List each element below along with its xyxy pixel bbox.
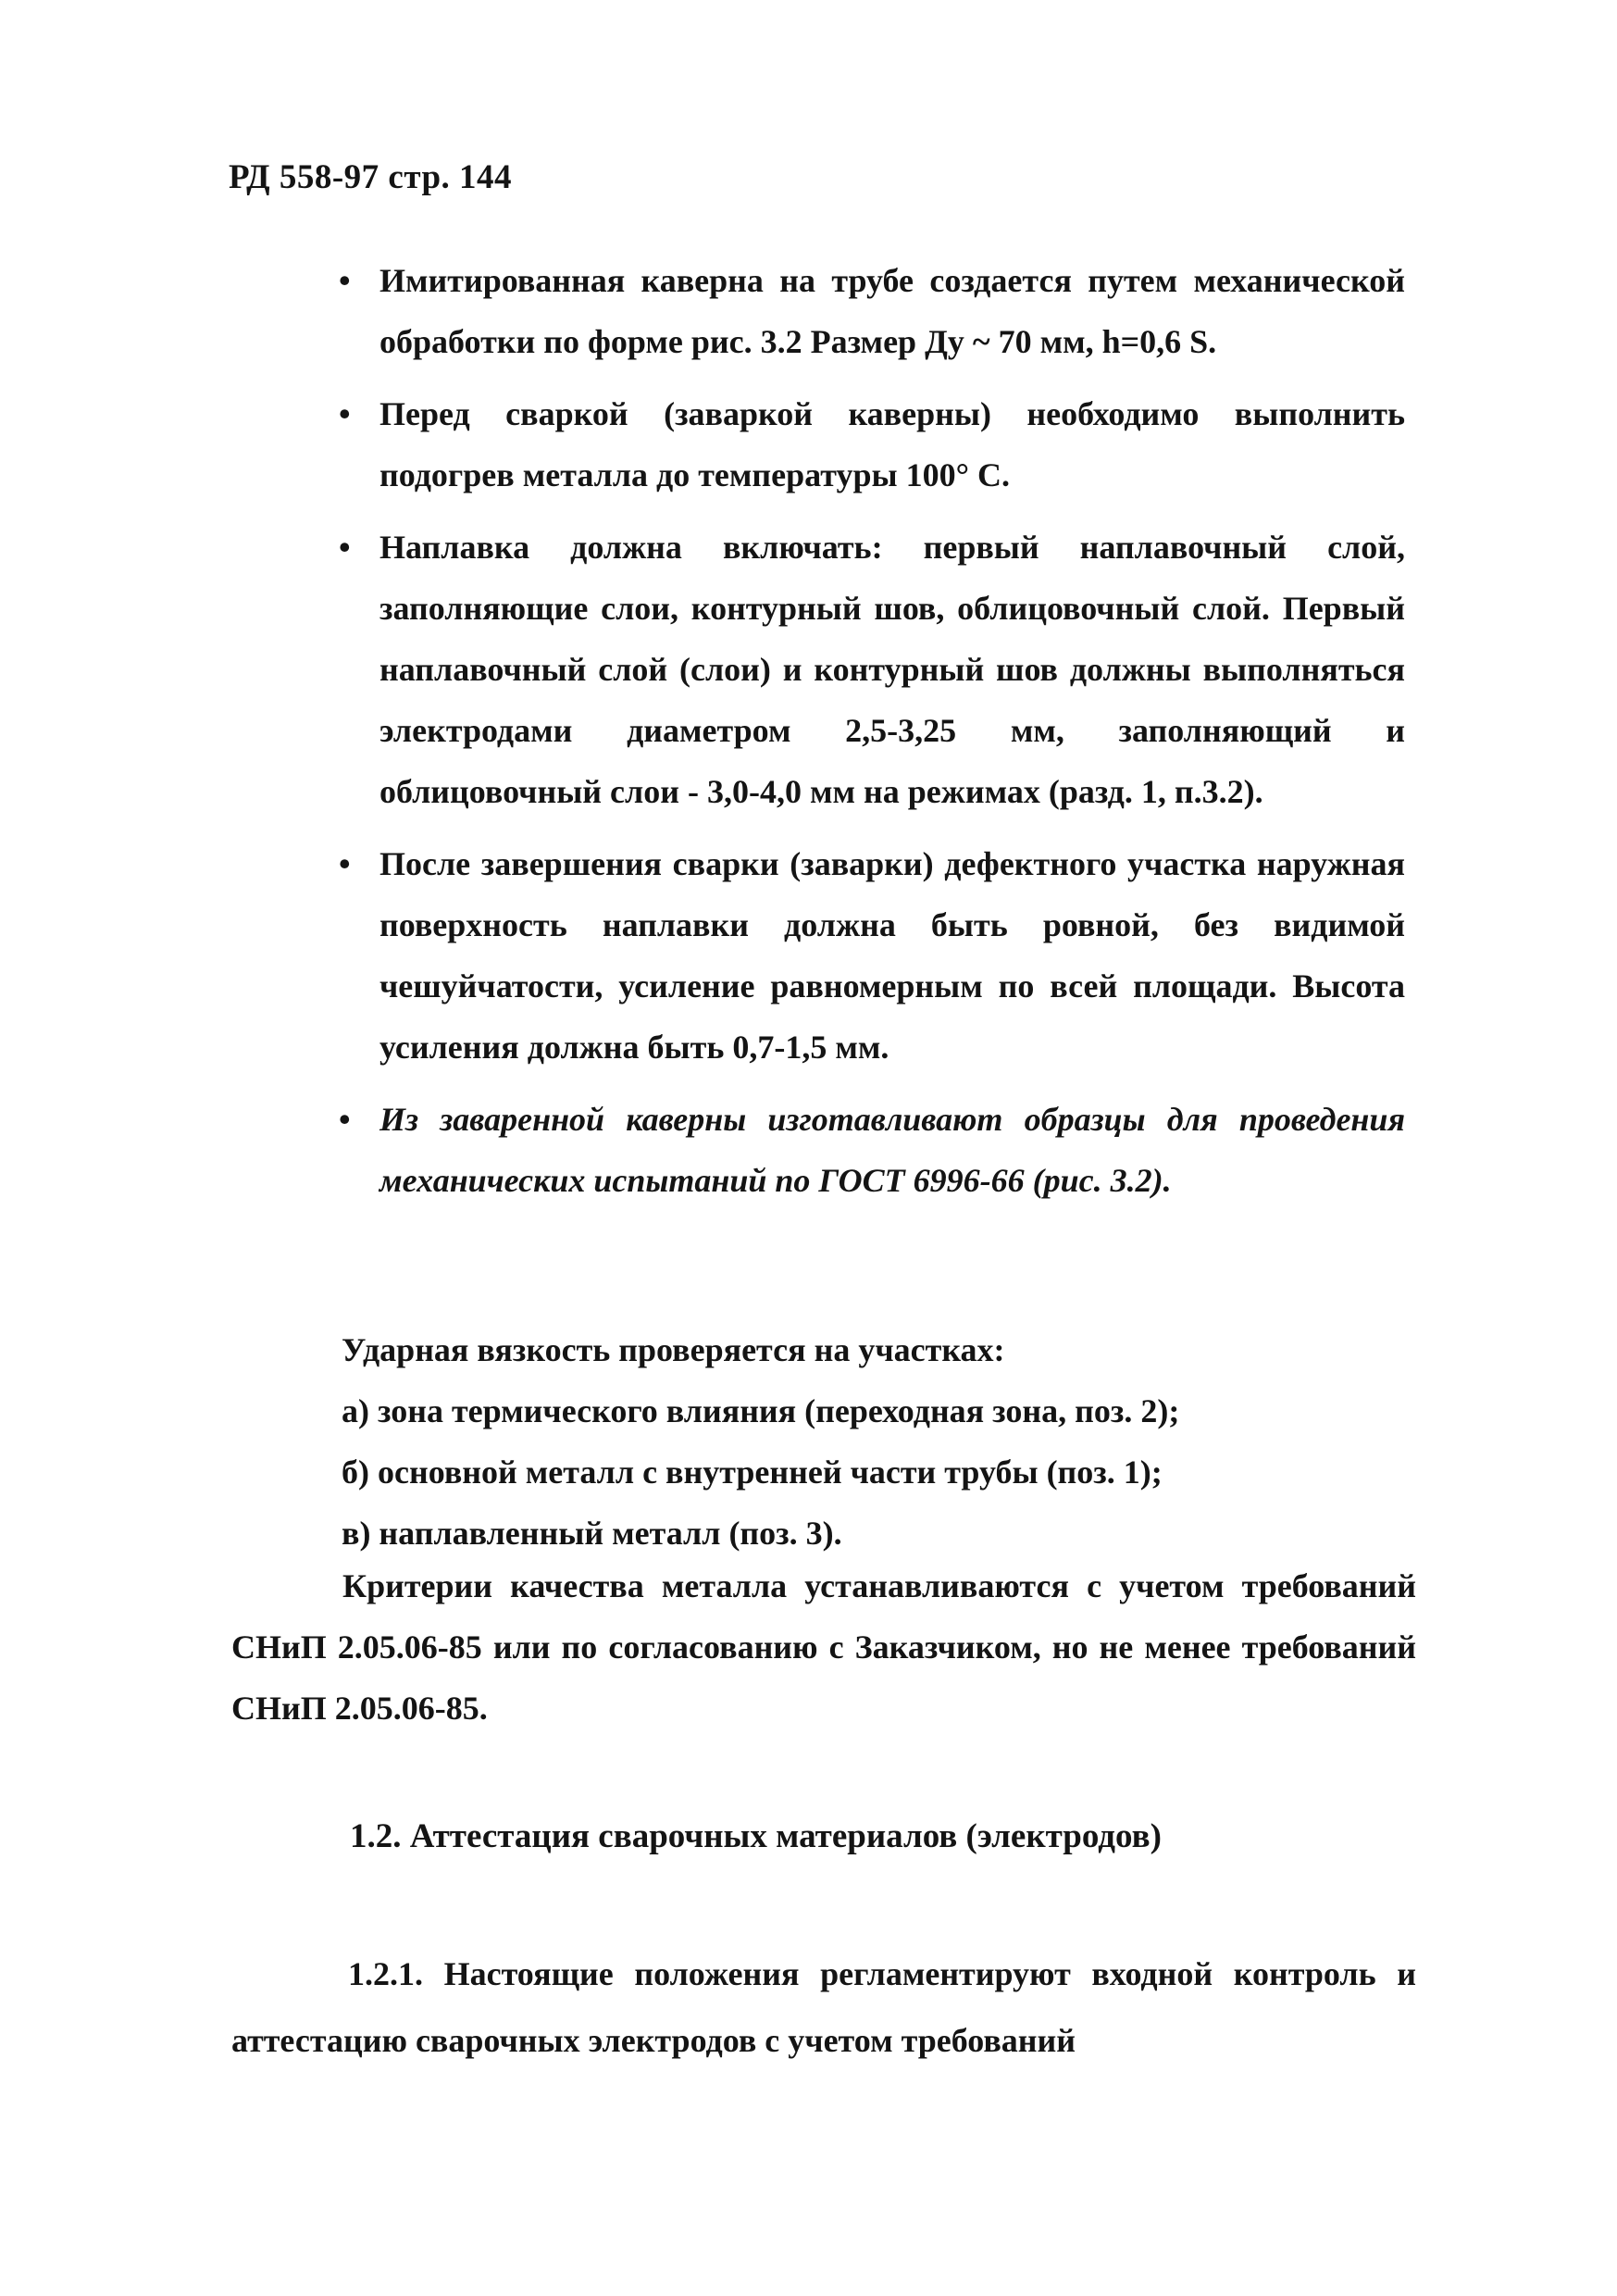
running-head: РД 558-97 стр. 144 bbox=[229, 158, 513, 196]
list-item bbox=[331, 383, 1405, 505]
section-title: 1.2. Аттестация сварочных материалов (электродов) bbox=[350, 1817, 1162, 1855]
criteria-paragraph: Критерии качества металла устанавливаются с учетом требований СНиП 2.05.06-85 или по согласованию с Заказчиком, но не менее требований СНиП 2.05.06-85. bbox=[231, 1567, 1416, 1727]
impact-item: в) наплавленный металл (поз. 3). bbox=[342, 1515, 842, 1552]
bullet-text: После завершения сварки (заварки) дефектного участка наружная поверхность наплавки должна быть ровной, без видимой чешуйчатости, усиление равномерным по всей площади. Высота усиления должна быть 0,7-1,5 мм. bbox=[379, 845, 1405, 1066]
impact-item: б) основной металл с внутренней части трубы (поз. 1); bbox=[342, 1454, 1163, 1491]
bullet-icon: • bbox=[339, 845, 351, 882]
section-paragraph: 1.2.1. Настоящие положения регламентируют входной контроль и аттестацию сварочных электродов с учетом требований bbox=[231, 1955, 1416, 2059]
bullet-text: Из заваренной каверны изготавливают образцы для проведения механических испытаний по ГОСТ 6996-66 (рис. 3.2). bbox=[379, 1101, 1405, 1199]
bullet-icon: • bbox=[339, 395, 351, 432]
list-item bbox=[331, 1089, 1405, 1211]
bullet-icon: • bbox=[339, 529, 351, 566]
bullet-list bbox=[331, 250, 1405, 1222]
list-item bbox=[331, 833, 1405, 1078]
bullet-icon: • bbox=[339, 262, 351, 299]
list-item bbox=[331, 250, 1405, 372]
bullet-text: Имитированная каверна на трубе создается путем механической обработки по форме рис. 3.2 Размер Дy ~ 70 мм, h=0,6 S. bbox=[379, 262, 1405, 360]
impact-item: а) зона термического влияния (переходная зона, поз. 2); bbox=[342, 1392, 1180, 1429]
bullet-text: Перед сваркой (заваркой каверны) необходимо выполнить подогрев металла до температуры 100° С. bbox=[379, 395, 1405, 493]
bullet-icon: • bbox=[339, 1101, 351, 1138]
bullet-text: Наплавка должна включать: первый наплавочный слой, заполняющие слои, контурный шов, облицовочный слой. Первый наплавочный слой (слои) и контурный шов должны выполняться электродами диаметром 2,5-3,25 мм, заполняющий и облицовочный слои - 3,0-4,0 мм на режимах (разд. 1, п.3.2). bbox=[379, 529, 1405, 810]
list-item bbox=[331, 517, 1405, 822]
impact-intro: Ударная вязкость проверяется на участках: bbox=[342, 1331, 1005, 1368]
impact-test-block bbox=[342, 1319, 1415, 1564]
